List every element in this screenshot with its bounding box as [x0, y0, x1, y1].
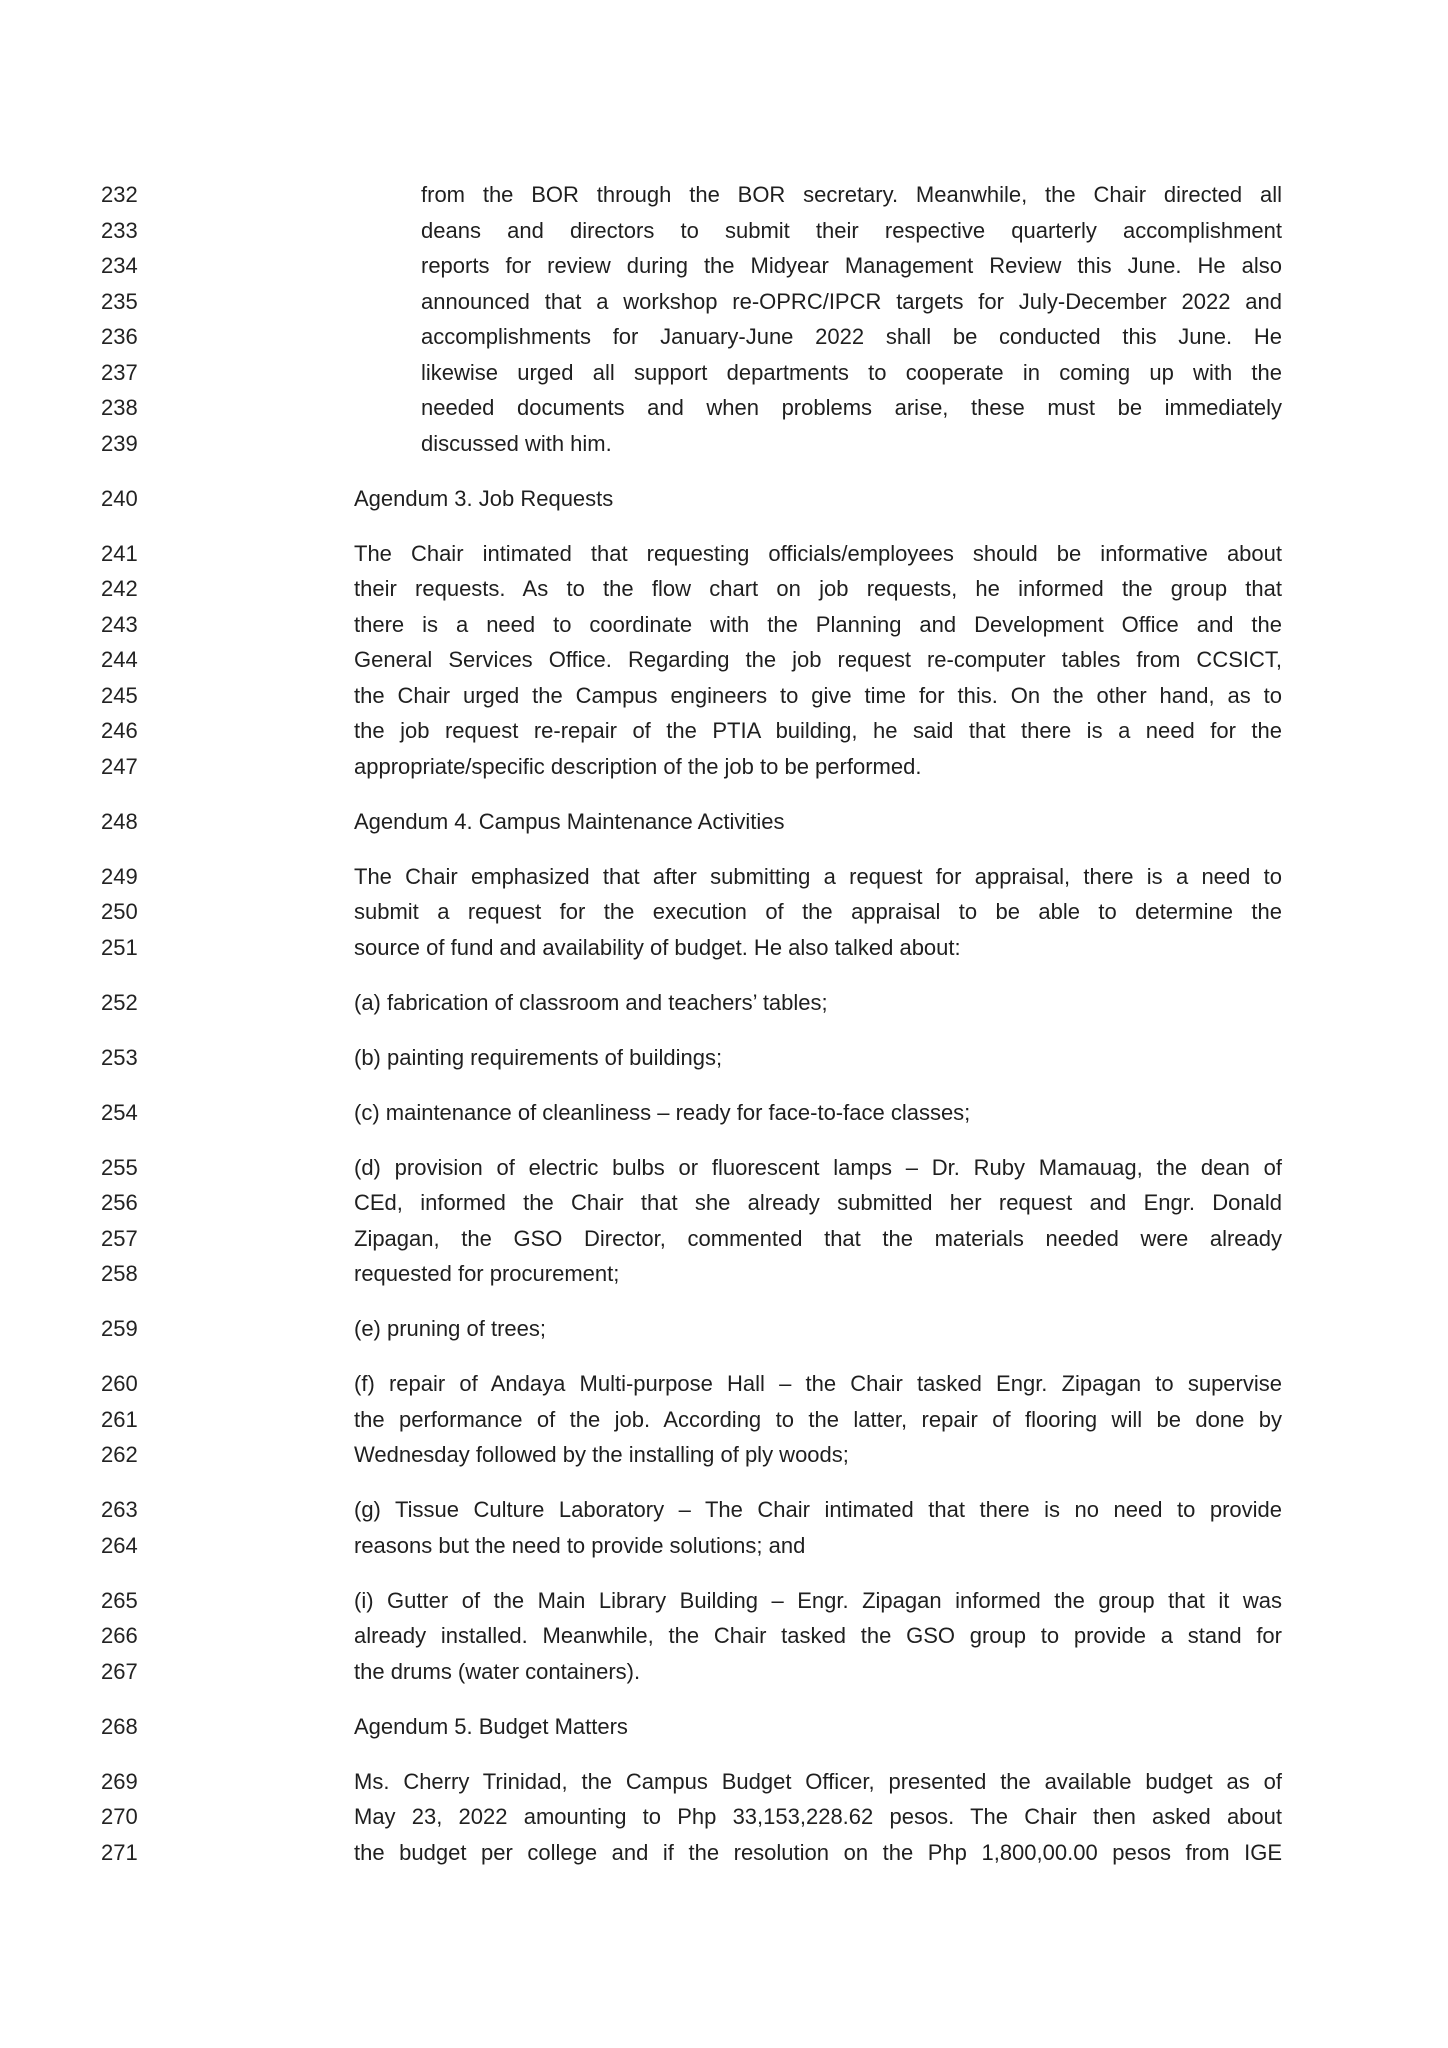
line-text: reasons but the need to provide solutions; and	[354, 1533, 806, 1558]
line-text: The Chair emphasized that after submitting a request for appraisal, there is a need to	[354, 864, 1282, 889]
document-line	[0, 645, 1448, 675]
line-number: 245	[101, 683, 138, 708]
document-line	[0, 1621, 1448, 1651]
document-line	[0, 322, 1448, 352]
line-text: (d) provision of electric bulbs or fluorescent lamps – Dr. Ruby Mamauag, the dean of	[354, 1155, 1282, 1180]
document-line	[0, 1153, 1448, 1183]
document-line	[0, 287, 1448, 317]
line-text: announced that a workshop re-OPRC/IPCR targets for July-December 2022 and	[421, 289, 1282, 314]
document-line	[0, 752, 1448, 782]
line-number: 262	[101, 1442, 138, 1467]
line-text: General Services Office. Regarding the job request re-computer tables from CCSICT,	[354, 647, 1282, 672]
line-text: May 23, 2022 amounting to Php 33,153,228.62 pesos. The Chair then asked about	[354, 1804, 1282, 1829]
document-line	[0, 393, 1448, 423]
document-line	[0, 1405, 1448, 1435]
line-text: (i) Gutter of the Main Library Building – Engr. Zipagan informed the group that it was	[354, 1588, 1282, 1613]
line-number: 256	[101, 1190, 138, 1215]
document-line	[0, 610, 1448, 640]
line-number: 252	[101, 990, 138, 1015]
line-number: 233	[101, 218, 138, 243]
line-number: 259	[101, 1316, 138, 1341]
document-line	[0, 1657, 1448, 1687]
line-number: 239	[101, 431, 138, 456]
document-line	[0, 1098, 1448, 1128]
document-line	[0, 216, 1448, 246]
document-line	[0, 1495, 1448, 1525]
line-number: 240	[101, 486, 138, 511]
line-number: 263	[101, 1497, 138, 1522]
line-text: appropriate/specific description of the job to be performed.	[354, 754, 922, 779]
line-text: Agendum 5. Budget Matters	[354, 1714, 628, 1739]
line-text: Agendum 3. Job Requests	[354, 486, 614, 511]
line-number: 268	[101, 1714, 138, 1739]
line-text: Wednesday followed by the installing of ply woods;	[354, 1442, 849, 1467]
line-number: 258	[101, 1261, 138, 1286]
line-text: deans and directors to submit their respective quarterly accomplishment	[421, 218, 1282, 243]
line-number: 238	[101, 395, 138, 420]
line-number: 232	[101, 182, 138, 207]
document-line	[0, 429, 1448, 459]
line-text: (b) painting requirements of buildings;	[354, 1045, 723, 1070]
document-line	[0, 1802, 1448, 1832]
line-text: (a) fabrication of classroom and teachers’ tables;	[354, 990, 828, 1015]
line-text: (e) pruning of trees;	[354, 1316, 546, 1341]
document-line	[0, 1043, 1448, 1073]
document-line	[0, 1369, 1448, 1399]
line-text: needed documents and when problems arise, these must be immediately	[421, 395, 1282, 420]
document-line	[0, 180, 1448, 210]
document-line	[0, 574, 1448, 604]
document-line	[0, 897, 1448, 927]
line-text: the performance of the job. According to the latter, repair of flooring will be done by	[354, 1407, 1282, 1432]
line-text: the drums (water containers).	[354, 1659, 641, 1684]
line-number: 235	[101, 289, 138, 314]
line-text: the Chair urged the Campus engineers to give time for this. On the other hand, as to	[354, 683, 1282, 708]
document-line	[0, 1224, 1448, 1254]
document-line	[0, 1712, 1448, 1742]
line-number: 264	[101, 1533, 138, 1558]
line-number: 260	[101, 1371, 138, 1396]
line-text: there is a need to coordinate with the Planning and Development Office and the	[354, 612, 1282, 637]
line-number: 249	[101, 864, 138, 889]
line-number: 261	[101, 1407, 138, 1432]
line-text: the job request re-repair of the PTIA building, he said that there is a need for the	[354, 718, 1282, 743]
line-number: 254	[101, 1100, 138, 1125]
line-text: already installed. Meanwhile, the Chair tasked the GSO group to provide a stand for	[354, 1623, 1282, 1648]
document-line	[0, 1188, 1448, 1218]
line-text: (f) repair of Andaya Multi-purpose Hall – the Chair tasked Engr. Zipagan to supervise	[354, 1371, 1282, 1396]
line-text: source of fund and availability of budget. He also talked about:	[354, 935, 961, 960]
line-number: 255	[101, 1155, 138, 1180]
document-line	[0, 539, 1448, 569]
line-text: Agendum 4. Campus Maintenance Activities	[354, 809, 785, 834]
document-line	[0, 358, 1448, 388]
line-text: reports for review during the Midyear Management Review this June. He also	[421, 253, 1282, 278]
line-number: 267	[101, 1659, 138, 1684]
line-text: submit a request for the execution of the appraisal to be able to determine the	[354, 899, 1282, 924]
document-line	[0, 484, 1448, 514]
document-line	[0, 716, 1448, 746]
document-line	[0, 862, 1448, 892]
line-text: accomplishments for January-June 2022 shall be conducted this June. He	[421, 324, 1282, 349]
line-number: 257	[101, 1226, 138, 1251]
line-number: 242	[101, 576, 138, 601]
document-line	[0, 681, 1448, 711]
line-number: 246	[101, 718, 138, 743]
line-number: 241	[101, 541, 138, 566]
line-text: the budget per college and if the resolution on the Php 1,800,00.00 pesos from IGE	[354, 1840, 1282, 1865]
line-text: (g) Tissue Culture Laboratory – The Chair intimated that there is no need to provide	[354, 1497, 1282, 1522]
line-text: discussed with him.	[421, 431, 612, 456]
line-number: 234	[101, 253, 138, 278]
line-text: likewise urged all support departments to cooperate in coming up with the	[421, 360, 1282, 385]
document-line	[0, 1259, 1448, 1289]
line-text: The Chair intimated that requesting officials/employees should be informative about	[354, 541, 1282, 566]
line-text: requested for procurement;	[354, 1261, 620, 1286]
line-number: 251	[101, 935, 138, 960]
line-number: 265	[101, 1588, 138, 1613]
line-number: 237	[101, 360, 138, 385]
line-text: their requests. As to the flow chart on job requests, he informed the group that	[354, 576, 1282, 601]
document-line	[0, 988, 1448, 1018]
document-line	[0, 1314, 1448, 1344]
document-line	[0, 1838, 1448, 1868]
line-number: 253	[101, 1045, 138, 1070]
line-number: 271	[101, 1840, 138, 1865]
line-number: 270	[101, 1804, 138, 1829]
document-line	[0, 1440, 1448, 1470]
line-number: 250	[101, 899, 138, 924]
line-number: 244	[101, 647, 138, 672]
line-number: 266	[101, 1623, 138, 1648]
line-number: 247	[101, 754, 138, 779]
line-number: 243	[101, 612, 138, 637]
line-text: Ms. Cherry Trinidad, the Campus Budget Officer, presented the available budget as of	[354, 1769, 1282, 1794]
document-line	[0, 251, 1448, 281]
line-text: from the BOR through the BOR secretary. Meanwhile, the Chair directed all	[421, 182, 1282, 207]
document-line	[0, 807, 1448, 837]
document-line	[0, 1531, 1448, 1561]
line-text: (c) maintenance of cleanliness – ready for face-to-face classes;	[354, 1100, 971, 1125]
document-line	[0, 933, 1448, 963]
line-number: 236	[101, 324, 138, 349]
line-text: Zipagan, the GSO Director, commented that the materials needed were already	[354, 1226, 1282, 1251]
line-text: CEd, informed the Chair that she already submitted her request and Engr. Donald	[354, 1190, 1282, 1215]
line-number: 248	[101, 809, 138, 834]
line-number: 269	[101, 1769, 138, 1794]
document-line	[0, 1586, 1448, 1616]
document-line	[0, 1767, 1448, 1797]
